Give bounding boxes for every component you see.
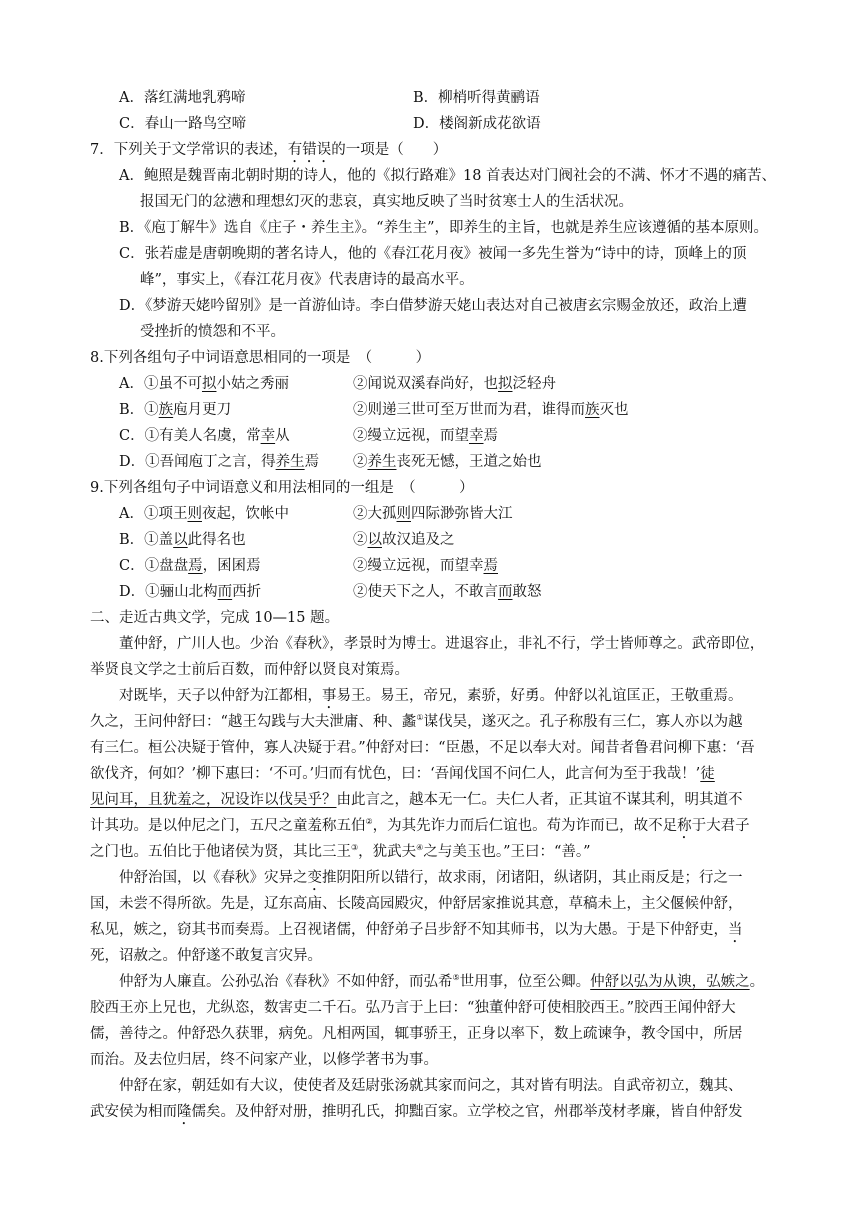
q9-option-a-right: ②大孤则四际渺弥皆大江 (353, 506, 513, 522)
passage-p1-line1: 董仲舒，广川人也。少治《春秋》，孝景时为博士。进退容止，非礼不行，学士皆师尊之。武帝即位， (90, 636, 765, 652)
q6-option-c: C．春山一路鸟空啼 (119, 116, 247, 132)
passage-p3-line2: 国，未尝不得所欲。先是，辽东高庙、长陵高园殿灾，仲舒居家推说其意，草稿未上，主父偃候仲舒， (90, 896, 743, 912)
passage-p2-line7: 之门也。五伯比于他诸侯为贤，其比三王③，犹武夫④之与美玉也。”王曰：“善。” (90, 843, 591, 860)
passage-p5-line1: 仲舒在家，朝廷如有大议，使使者及廷尉张汤就其家而问之，其对皆有明法。自武帝初立，魏其、 (90, 1078, 743, 1094)
q7-option-c-line1: C．张若虚是唐朝晚期的著名诗人，他的《春江花月夜》被闻一多先生誉为“诗中的诗，顶峰上的顶 (119, 246, 747, 262)
passage-p2-line1: 对既毕，天子以仲舒为江都相，事易王。易王，帝兄，素骄，好勇。仲舒以礼谊匡正，王敬重焉。 (90, 688, 743, 704)
passage-p4-line1: 仲舒为人廉直。公孙弘治《春秋》不如仲舒，而弘希⑤世用事，位至公卿。仲舒以弘为从谀，弘嫉之。 (90, 973, 765, 990)
q9-stem: 9.下列各组句子中词语意义和用法相同的一组是 （ ） (90, 480, 474, 496)
passage-p2-line4: 欲伐齐，何如？’柳下惠曰：‘不可。’归而有忧色，曰：‘吾闻伐国不问仁人，此言何为至于我哉！’徒 (90, 766, 715, 782)
passage-p2-line5: 见问耳，且犹羞之，况设诈以伐吴乎？由此言之，越本无一仁。夫仁人者，正其谊不谋其利，明其道不 (90, 792, 743, 808)
q8-option-d-right: ②养生丧死无憾，王道之始也 (353, 454, 542, 470)
passage-p4-line4: 而治。及去位归居，终不问家产业，以修学著书为事。 (90, 1052, 438, 1068)
q8-option-c-right: ②缦立远视，而望幸焉 (353, 428, 498, 444)
q6-option-a: A．落红满地乳鸦啼 (119, 90, 246, 106)
passage-p3-line4: 死，诏赦之。仲舒遂不敢复言灾异。 (90, 948, 322, 964)
q8-option-b-right: ②则递三世可至万世而为君，谁得而族灭也 (353, 402, 629, 418)
q7-option-d-line2: 受挫折的愤怨和不平。 (140, 324, 285, 340)
section-heading: 二、走近古典文学，完成 10—15 题。 (90, 610, 340, 626)
q8-option-c-left: C．①有美人名虞，常幸从 (119, 428, 290, 444)
passage-p5-line2: 武安侯为相而隆儒矣。及仲舒对册，推明孔氏，抑黜百家。立学校之官，州郡举茂材孝廉，皆自仲舒发 (90, 1104, 743, 1120)
passage-p2-line2: 久之，王问仲舒曰：“越王勾践与大夫泄庸、种、蠡①谋伐吴，遂灭之。孔子称殷有三仁，寡人亦以为越 (90, 713, 743, 730)
q8-option-a-left: A．①虽不可拟小姑之秀丽 (119, 376, 289, 392)
passage-p2-line3: 有三仁。桓公决疑于管仲，寡人决疑于君。”仲舒对曰：“臣愚，不足以奉大对。闻昔者鲁君问柳下惠：‘吾 (90, 740, 755, 756)
q8-option-d-left: D．①吾闻庖丁之言，得养生焉 (119, 454, 320, 470)
passage-p3-line3: 私见，嫉之，窃其书而奏焉。上召视诸儒，仲舒弟子吕步舒不知其师书，以为大愚。于是下仲舒吏，当 (90, 922, 743, 938)
q6-option-b: B．柳梢听得黄鹂语 (413, 90, 540, 106)
q7-option-a-line2: 报国无门的忿懑和理想幻灭的悲哀，真实地反映了当时贫寒士人的生活状况。 (140, 194, 633, 210)
passage-p2-line6: 计其功。是以仲尼之门，五尺之童羞称五伯②，为其先诈力而后仁谊也。苟为诈而已，故不足称于大君子 (90, 817, 750, 834)
passage-p1-line2: 举贤良文学之士前后百数，而仲舒以贤良对策焉。 (90, 662, 409, 678)
passage-p4-line3: 儒，善待之。仲舒恐久获罪，病免。凡相两国，辄事骄王，正身以率下，数上疏谏争，教令国中，所居 (90, 1026, 743, 1042)
q9-option-b-right: ②以故汉追及之 (353, 532, 455, 548)
q8-option-b-left: B．①族庖月更刀 (119, 402, 232, 418)
q9-option-c-left: C．①盘盘焉，囷囷焉 (119, 558, 261, 574)
q9-option-a-left: A．①项王则夜起，饮帐中 (119, 506, 289, 522)
q7-option-b: B．《庖丁解牛》选自《庄子・养生主》。“养生主”，即养生的主旨，也就是养生应该遵循的基本原则。 (119, 220, 768, 236)
q7-option-a-line1: A．鲍照是魏晋南北朝时期的诗人，他的《拟行路难》18 首表达对门阀社会的不满、怀才不遇的痛苦、 (119, 168, 777, 184)
q9-option-b-left: B．①盖以此得名也 (119, 532, 246, 548)
q7-option-d-line1: D．《梦游天姥吟留别》是一首游仙诗。李白借梦游天姥山表达对自己被唐玄宗赐金放还，政治上遭 (119, 298, 747, 314)
q8-stem: 8.下列各组句子中词语意思相同的一项是 （ ） (90, 350, 431, 366)
q9-option-d-right: ②使天下之人，不敢言而敢怒 (353, 584, 542, 600)
passage-p3-line1: 仲舒治国，以《春秋》灾异之变推阴阳所以错行，故求雨，闭诸阳，纵诸阴，其止雨反是；行之一 (90, 870, 743, 886)
q8-option-a-right: ②闻说双溪春尚好，也拟泛轻舟 (353, 376, 556, 392)
q9-option-d-left: D．①骊山北构而西折 (119, 584, 262, 600)
passage-p4-line2: 胶西王亦上兄也，尤纵恣，数害吏二千石。弘乃言于上曰：“独董仲舒可使相胶西王。”胶西王闻仲舒大 (90, 1000, 736, 1016)
q7-option-c-line2: 峰”，事实上，《春江花月夜》代表唐诗的最高水平。 (140, 272, 474, 288)
q9-option-c-right: ②缦立远视，而望幸焉 (353, 558, 498, 574)
q7-stem: 7．下列关于文学常识的表述，有错误的一项是（ ） (90, 142, 448, 158)
q6-option-d: D．楼阁新成花欲语 (413, 116, 541, 132)
